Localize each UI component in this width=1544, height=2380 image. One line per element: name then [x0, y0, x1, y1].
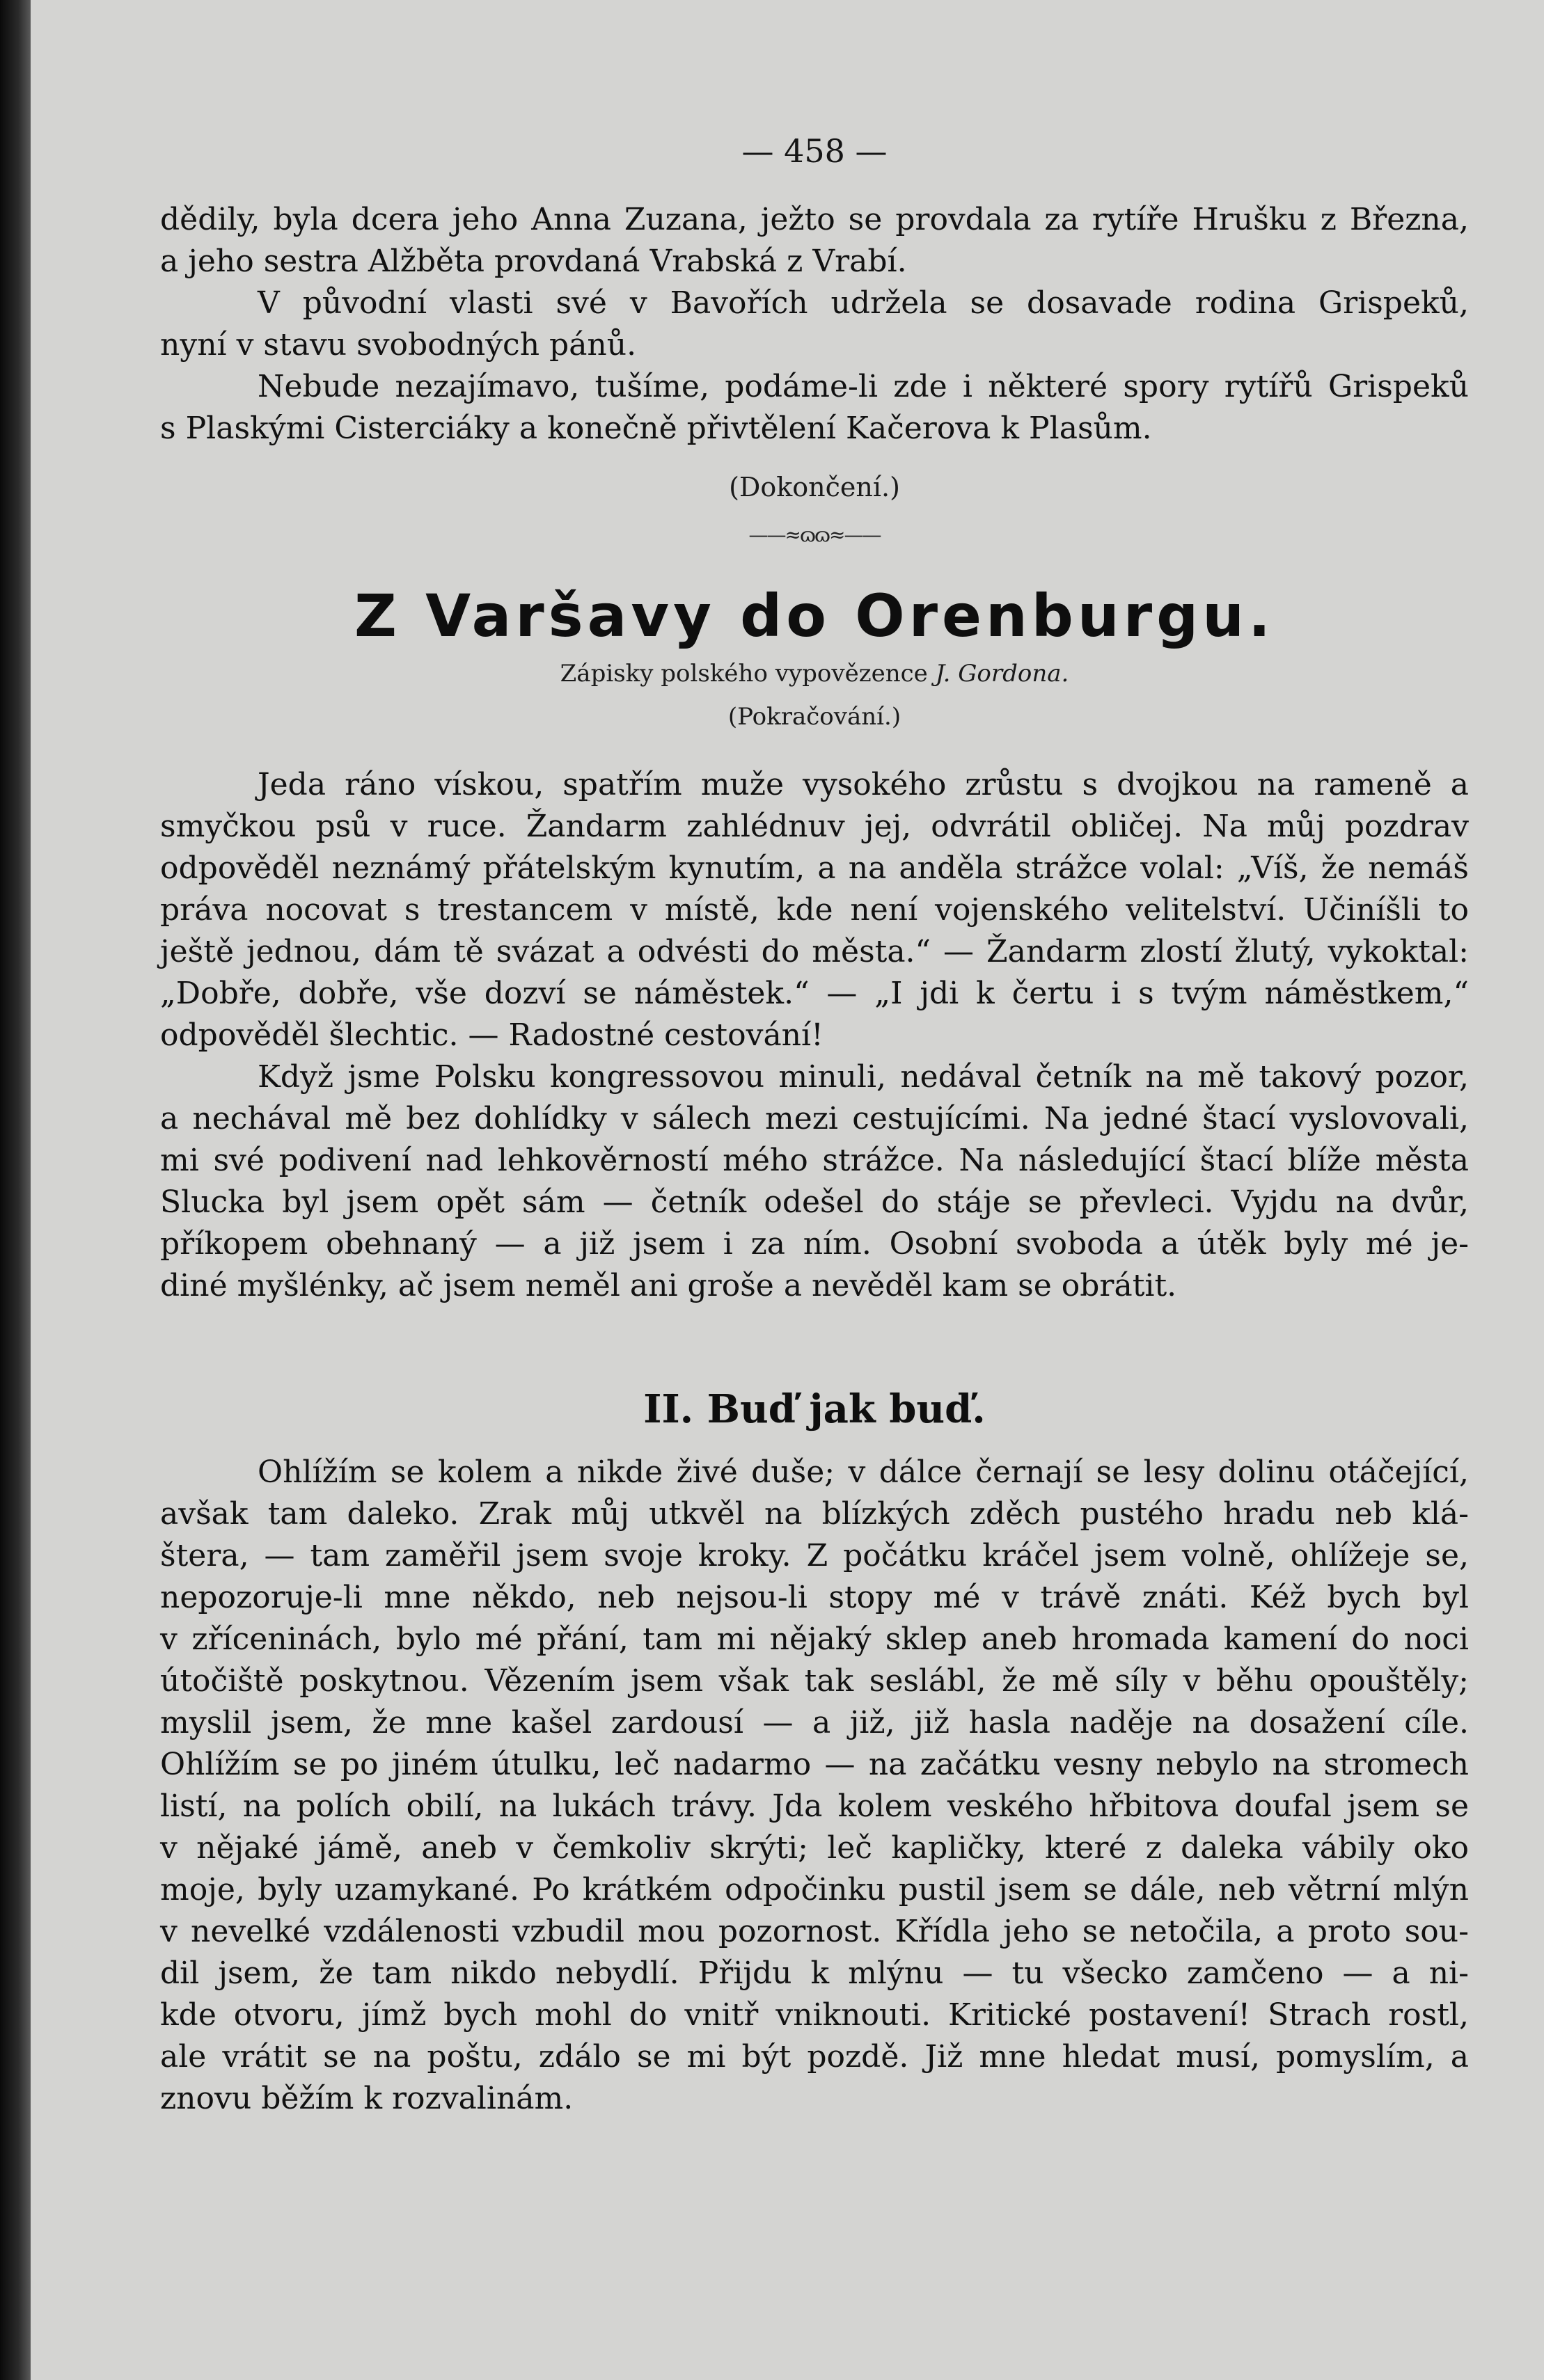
text-line: Slucka byl jsem opět sám — četník odešel do stáje se převleci. Vyjdu na dvůr, — [160, 1184, 1469, 1220]
scanned-page — [31, 0, 1544, 2380]
page-number: — 458 — — [741, 132, 888, 170]
text-line: odpověděl šlechtic. — Radostné cestování! — [160, 1017, 824, 1053]
text-line: práva nocovat s trestancem v místě, kde není vojenského velitelství. Učiníšli to — [160, 892, 1469, 928]
text-line: nepozoruje-li mne někdo, neb nejsou-li stopy mé v trávě znáti. Kéž bych byl — [160, 1580, 1469, 1615]
text-line: v nějaké jámě, aneb v čemkoliv skrýti; leč kapličky, které z daleka vábily oko — [160, 1830, 1469, 1866]
text-line: štera, — tam zaměřil jsem svoje kroky. Z počátku kráčel jsem volně, ohlížeje se, — [160, 1538, 1469, 1573]
intro-paragraph — [160, 199, 1469, 283]
ornament-divider: ——≈ɷɷ≈—— — [748, 523, 881, 546]
text-line: V původní vlasti své v Bavořích udržela se dosavade rodina Grispeků, — [258, 285, 1469, 321]
text-line: Když jsme Polsku kongressovou minuli, nedával četník na mě takový pozor, — [258, 1059, 1469, 1095]
text-line: útočiště poskytnou. Vězením jsem však tak seslábl, že mě síly v běhu opouštěly; — [160, 1663, 1469, 1699]
text-line: diné myšlénky, ač jsem neměl ani groše a nevěděl kam se obrátit. — [160, 1268, 1177, 1303]
text-line: Nebude nezajímavo, tušíme, podáme-li zde i některé spory rytířů Grispeků — [258, 369, 1469, 404]
paragraph-grispek-bavaria — [160, 283, 1469, 366]
paragraph-ohlizim — [160, 1452, 1469, 2120]
pokracovani-note: (Pokračování.) — [727, 703, 901, 731]
text-line: nyní v stavu svobodných pánů. — [160, 327, 637, 363]
text-line: v nevelké vzdálenosti vzbudil mou pozornost. Křídla jeho se netočila, a proto sou- — [160, 1914, 1469, 1949]
text-line: kde otvoru, jímž bych mohl do vnitř vniknouti. Kritické postavení! Strach rostl, — [160, 1997, 1469, 2033]
text-line: příkopem obehnaný — a již jsem i za ním. Osobní svoboda a útěk byly mé je- — [160, 1226, 1469, 1262]
section-heading: II. Buď jak buď. — [643, 1386, 986, 1432]
scan-left-edge — [0, 0, 31, 2380]
article-title: Z Varšavy do Orenburgu. — [354, 582, 1275, 650]
text-line: listí, na polích obilí, na lukách trávy. Jda kolem veského hřbitova doufal jsem se — [160, 1788, 1469, 1824]
text-line: Ohlížím se po jiném útulku, leč nadarmo — na začátku vesny nebylo na stromech — [160, 1747, 1469, 1782]
text-line: ještě jednou, dám tě svázat a odvésti do města.“ — Žandarm zlostí žlutý, vykoktal: — [160, 934, 1469, 969]
text-line: moje, byly uzamykané. Po krátkém odpočinku pustil jsem se dále, neb větrní mlýn — [160, 1872, 1469, 1907]
text-line: s Plaskými Cisterciáky a konečně přivtělení Kačerova k Plasům. — [160, 411, 1152, 446]
text-line: smyčkou psů v ruce. Žandarm zahlédnuv jej, odvrátil obličej. Na můj pozdrav — [160, 809, 1469, 844]
paragraph-spory — [160, 366, 1469, 450]
text-line: Ohlížím se kolem a nikde živé duše; v dálce černají se lesy dolinu otáčející, — [258, 1454, 1469, 1490]
text-line: v zříceninách, bylo mé přání, tam mi nějaký sklep aneb hromada kamení do noci — [160, 1621, 1469, 1657]
text-line: a nechával mě bez dohlídky v sálech mezi cestujícími. Na jedné štací vyslovovali, — [160, 1101, 1469, 1136]
text-line: a jeho sestra Alžběta provdaná Vrabská z Vrabí. — [160, 244, 907, 279]
dokonceni-note: (Dokončení.) — [729, 472, 900, 502]
text-line: znovu běžím k rozvalinám. — [160, 2081, 574, 2116]
text-line: odpověděl neznámý přátelským kynutím, a na anděla strážce volal: „Víš, že nemáš — [160, 850, 1469, 886]
text-line: „Dobře, dobře, vše dozví se náměstek.“ — „I jdi k čertu i s tvým náměstkem,“ — [160, 976, 1469, 1011]
text-line: Jeda ráno vískou, spatřím muže vysokého zrůstu s dvojkou na rameně a — [258, 767, 1469, 802]
text-line: ale vrátit se na poštu, zdálo se mi být pozdě. Již mne hledat musí, pomyslím, a — [160, 2039, 1469, 2074]
subtitle-text: Zápisky polského vypovězence — [560, 660, 928, 688]
article-subtitle — [160, 660, 1469, 688]
paragraph-kongressova — [160, 1056, 1469, 1307]
text-line: myslil jsem, že mne kašel zardousí — a již, již hasla naděje na dosažení cíle. — [160, 1705, 1469, 1740]
text-line: mi své podivení nad lehkověrností mého strážce. Na následující štací blíže města — [160, 1143, 1469, 1178]
article-author: J. Gordona. — [935, 660, 1069, 688]
text-line: avšak tam daleko. Zrak můj utkvěl na blízkých zděch pustého hradu neb klá- — [160, 1496, 1469, 1532]
text-line: dědily, byla dcera jeho Anna Zuzana, ježto se provdala za rytíře Hrušku z Března, — [160, 202, 1469, 237]
paragraph-jeda-rano — [160, 764, 1469, 1056]
text-line: dil jsem, že tam nikdo nebydlí. Přijdu k mlýnu — tu všecko zamčeno — a ni- — [160, 1955, 1469, 1991]
